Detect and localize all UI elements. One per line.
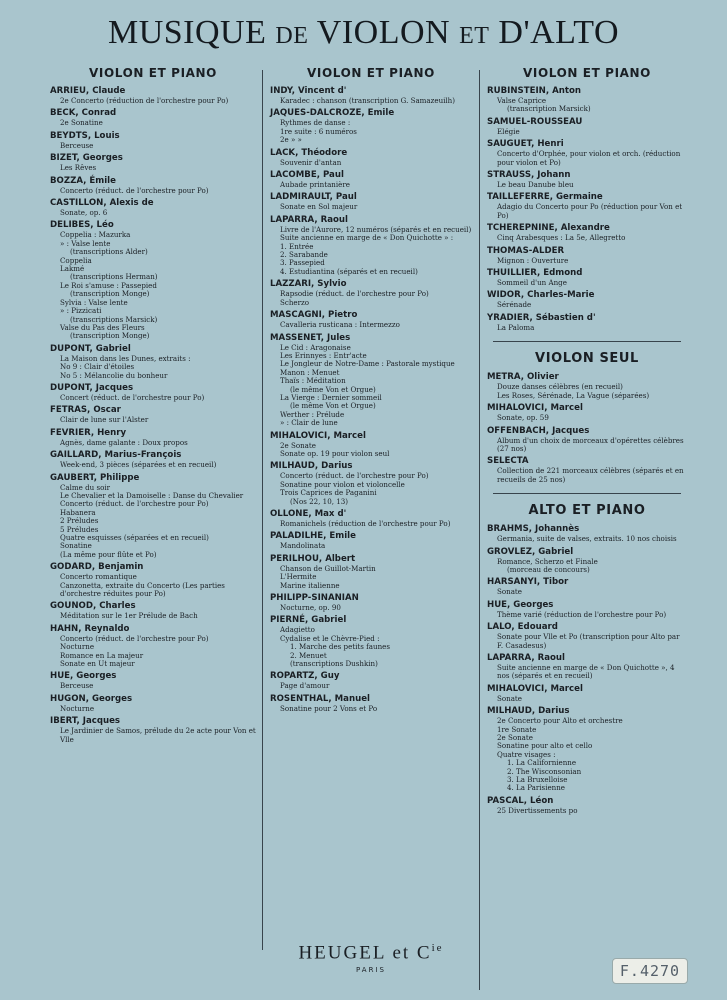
work-title: Sonatine [60, 541, 92, 551]
work-title: Trois Caprices de Paganini [280, 488, 377, 498]
work-note: 1. Marche des petits faunes [290, 642, 390, 652]
composer-name: SAMUEL-ROUSSEAU [487, 116, 583, 127]
work-title: Concerto (réduct. de l'orchestre pour Po) [60, 185, 209, 195]
work-title: Week-end, 3 pièces (séparées et en recueil) [60, 460, 217, 470]
composer-name: PASCAL, Léon [487, 795, 554, 806]
work-title: Sonatine pour 2 Vons et Po [280, 703, 378, 713]
work-title: Sonate op. 19 pour violon seul [280, 448, 390, 458]
composer-name: ARRIEU, Claude [50, 86, 126, 96]
catalog-stamp: F.4270 [612, 958, 688, 984]
work-title: Clair de lune sur l'Alster [60, 415, 149, 425]
composer-name: GOUNOD, Charles [50, 601, 136, 612]
composer-name: DUPONT, Gabriel [50, 343, 131, 354]
work-title: » : Valse lente [60, 238, 111, 248]
work-title: Werther : Prélude [280, 409, 345, 419]
composer-name: DELIBES, Léo [50, 220, 114, 231]
section-heading: VIOLON ET PIANO [307, 66, 435, 80]
composer-name: MILHAUD, Darius [270, 461, 353, 472]
composer-name: TAILLEFERRE, Germaine [487, 192, 603, 203]
section-heading: VIOLON SEUL [535, 351, 639, 367]
composer-name: LAPARRA, Raoul [270, 214, 348, 225]
composer-name: THUILLIER, Edmond [487, 268, 583, 279]
work-title: Page d'amour [280, 681, 330, 691]
column-violon-piano-2 [270, 66, 472, 713]
work-title: Méditation sur le 1er Prélude de Bach [60, 611, 198, 621]
work-title: Canzonetta, extraite du Concerto (Les parties d'orchestre réduites pour Po) [60, 580, 225, 599]
composer-name: MASSENET, Jules [270, 332, 351, 343]
work-title: Cydalise et le Chèvre-Pied : [280, 633, 380, 643]
work-note: (transcriptions Herman) [70, 272, 158, 282]
work-title: Thème varié (réduction de l'orchestre pour Po) [497, 609, 667, 619]
composer-name: PALADILHE, Emile [270, 531, 356, 542]
work-title: Sonatine pour alto et cello [497, 741, 593, 751]
work-title: Aubade printanière [280, 180, 350, 190]
work-title: Coppelia : Mazurka [60, 230, 131, 240]
composer-name: LAPARRA, Raoul [487, 652, 565, 663]
work-title: Les Rêves [60, 163, 97, 173]
work-title: Nocturne [60, 703, 95, 713]
composer-name: LACOMBE, Paul [270, 170, 344, 181]
composer-name: MIHALOVICI, Marcel [487, 403, 583, 414]
work-title: Romance, Scherzo et Finale [497, 556, 598, 566]
work-title: L'Hermite [280, 572, 317, 582]
composer-name: CASTILLON, Alexis de [50, 198, 154, 209]
work-note: (transcription Monge) [70, 289, 150, 299]
work-title: Sommeil d'un Ange [497, 278, 567, 288]
work-note: (le même Von et Orgue) [290, 384, 376, 394]
work-title: Cavalleria rusticana : Intermezzo [280, 320, 400, 330]
work-title: 2e Sonatine [60, 118, 103, 128]
work-title: Romance en La majeur [60, 650, 144, 660]
composer-name: TCHEREPNINE, Alexandre [487, 223, 610, 234]
work-note: 2. Menuet [290, 650, 327, 660]
work-title: Souvenir d'antan [280, 157, 342, 167]
work-title: Concerto (réduct. de l'orchestre pour Po) [280, 471, 429, 481]
composer-name: MASCAGNI, Pietro [270, 310, 358, 321]
composer-name: BRAHMS, Johannès [487, 524, 580, 535]
work-title: Le Jongleur de Notre-Dame : Pastorale mystique [280, 359, 455, 369]
work-title: Rythmes de danse : [280, 118, 351, 128]
work-title: Elégie [497, 126, 520, 136]
work-title: Sonate pour Vlle et Po (transcription pour Alto par F. Casadesus) [497, 632, 680, 650]
work-title: 2. Sarabande [280, 250, 328, 260]
composer-name: WIDOR, Charles-Marie [487, 290, 595, 301]
composer-name: METRA, Olivier [487, 372, 559, 383]
publisher-brand: HEUGEL et C [298, 942, 432, 964]
work-note: 3. La Bruxelloise [507, 775, 568, 785]
composer-name: JAQUES-DALCROZE, Emile [270, 108, 395, 119]
work-title: Les Roses, Sérénade, La Vague (séparées) [497, 390, 650, 400]
work-title: Sonatine pour violon et violoncelle [280, 479, 405, 489]
composer-name: THOMAS-ALDER [487, 245, 565, 256]
work-note: (transcriptions Dushkin) [290, 659, 378, 669]
work-title: Rapsodie (réduct. de l'orchestre pour Po) [280, 289, 429, 299]
publisher-city: PARIS [356, 966, 386, 975]
column-violon-piano-1 [50, 66, 256, 744]
composer-name: BECK, Conrad [50, 108, 117, 119]
composer-name: MILHAUD, Darius [487, 706, 570, 717]
composer-name: BOZZA, Émile [50, 175, 116, 186]
work-title: Agnès, dame galante : Doux propos [60, 437, 188, 447]
composer-name: LAZZARI, Sylvio [270, 279, 347, 290]
composer-name: PHILIPP-SINANIAN [270, 593, 359, 604]
work-title: Marine italienne [280, 580, 340, 590]
work-title: Germania, suite de valses, extraits. 10 nos choisis [497, 534, 677, 544]
work-note: (transcriptions Marsick) [70, 314, 158, 324]
composer-name: IBERT, Jacques [50, 716, 121, 727]
composer-name: GAUBERT, Philippe [50, 472, 140, 483]
work-title: Suite ancienne en marge de « Don Quichotte » : [280, 233, 454, 243]
work-title: Coppelia [60, 255, 92, 265]
work-title: Scherzo [280, 297, 309, 307]
work-title: Livre de l'Aurore, 12 numéros (séparés et en recueil) [280, 224, 472, 234]
work-title: Adagio du Concerto pour Po (réduction pour Von et Po) [497, 202, 683, 220]
work-title: Valse du Pas des Fleurs [60, 322, 145, 332]
work-title: Sonate [497, 587, 522, 597]
work-title: Calme du soir [60, 482, 111, 492]
composer-name: ROSENTHAL, Manuel [270, 693, 370, 704]
work-title: Berceuse [60, 140, 94, 150]
work-title: Concerto d'Orphée, pour violon et orch. (réduction pour violon et Po) [497, 149, 681, 167]
work-title: Sonate, op. 59 [497, 413, 549, 423]
section-divider [493, 341, 681, 342]
work-title: 2e Sonate [280, 440, 316, 450]
work-title: Thaïs : Méditation [280, 376, 346, 386]
column-violon-piano-3 [487, 66, 687, 815]
composer-name: GROVLEZ, Gabriel [487, 546, 574, 557]
composer-name: PIERNÉ, Gabriel [270, 615, 347, 626]
composer-name: HARSANYI, Tibor [487, 577, 569, 588]
work-note: 4. La Parisienne [507, 783, 566, 793]
work-title: 3. Passepied [280, 258, 325, 268]
composer-name: SAUGUET, Henri [487, 139, 564, 150]
work-title: Album d'un choix de morceaux d'opérettes célèbres (27 nos) [497, 435, 684, 453]
work-title: 1re suite : 6 numéros [280, 126, 357, 136]
composer-name: GAILLARD, Marius-François [50, 450, 182, 461]
work-title: Cinq Arabesques : La 5e, Allegretto [497, 233, 626, 243]
work-title: Sonate, op. 6 [60, 208, 108, 218]
work-title: Habanera [60, 507, 96, 517]
column-divider [262, 70, 263, 950]
work-title: Sonate en Ut majeur [60, 659, 135, 669]
work-note: 2. The Wisconsonian [507, 766, 582, 776]
composer-name: BEYDTS, Louis [50, 130, 120, 141]
page-title [0, 14, 727, 52]
work-title: Mandolinata [280, 541, 326, 551]
work-title: Sonate en Sol majeur [280, 202, 358, 212]
composer-name: GODARD, Benjamin [50, 562, 144, 573]
composer-name: LADMIRAULT, Paul [270, 192, 357, 203]
composer-name: BIZET, Georges [50, 153, 123, 164]
publisher-footer [270, 942, 472, 974]
composer-name: PERILHOU, Albert [270, 553, 356, 564]
work-title: 2e Sonate [497, 733, 533, 742]
work-title: 2e Concerto (réduction de l'orchestre pour Po) [60, 96, 229, 105]
work-title: No 5 : Mélancolie du bonheur [60, 370, 168, 380]
work-note: (transcription Marsick) [507, 104, 591, 114]
work-title: Manon : Menuet [280, 367, 340, 377]
publisher-name [270, 942, 472, 964]
work-title: Concerto (réduct. de l'orchestre pour Po) [60, 499, 209, 509]
work-title: Sonate [497, 693, 522, 703]
work-title: Le Chevalier et la Damoiselle : Danse du Chevalier [60, 490, 244, 500]
work-title: No 9 : Clair d'étoiles [60, 362, 135, 372]
work-title: 25 Divertissements po [497, 805, 578, 815]
work-title: Concerto (réduct. de l'orchestre pour Po) [60, 633, 209, 643]
work-title: Adagietto [280, 625, 315, 635]
work-title: Sérénade [497, 300, 532, 310]
work-title: Quatre visages : [497, 749, 556, 759]
work-title: Nocturne [60, 642, 95, 652]
section-heading: VIOLON ET PIANO [523, 66, 651, 80]
title-word: D'ALTO [498, 14, 620, 51]
composer-name: MIHALOVICI, Marcel [487, 683, 583, 694]
work-note: (morceau de concours) [507, 564, 590, 574]
work-title: » : Clair de lune [280, 418, 338, 428]
work-note: (le même Von et Orgue) [290, 401, 376, 411]
composer-name: FETRAS, Oscar [50, 405, 121, 416]
work-title: 2e Concerto pour Alto et orchestre [497, 716, 623, 726]
title-word: MUSIQUE [107, 14, 267, 51]
section-heading: ALTO ET PIANO [528, 503, 646, 519]
work-note: (transcription Monge) [70, 331, 150, 341]
work-title: Karadec : chanson (transcription G. Samazeuilh) [280, 96, 456, 105]
composer-name: LALO, Edouard [487, 622, 558, 633]
work-title: Nocturne, op. 90 [280, 603, 341, 613]
work-title: Douze danses célèbres (en recueil) [497, 382, 623, 392]
work-title: La Paloma [497, 322, 535, 332]
publisher-brand-sup: ie [431, 942, 444, 954]
composer-name: STRAUSS, Johann [487, 170, 571, 181]
work-title: Quatre esquisses (séparées et en recueil) [60, 533, 209, 542]
composer-name: OFFENBACH, Jacques [487, 425, 590, 436]
work-title: Collection de 221 morceaux célèbres (séparés et en recueils de 25 nos) [497, 466, 684, 484]
composer-name: HUE, Georges [50, 671, 117, 682]
composer-name: LACK, Théodore [270, 147, 348, 158]
work-title: La Vierge : Dernier sommeil [280, 392, 382, 402]
work-note: 1. La Californienne [507, 758, 577, 768]
work-title: La Maison dans les Dunes, extraits : [60, 353, 191, 363]
work-note: (transcriptions Alder) [70, 247, 148, 257]
work-title: Romanichels (réduction de l'orchestre pour Po) [280, 519, 451, 528]
composer-name: HAHN, Reynaldo [50, 623, 130, 634]
composer-name: YRADIER, Sébastien d' [487, 312, 596, 323]
work-title: Mignon : Ouverture [497, 255, 569, 265]
composer-name: HUE, Georges [487, 599, 554, 610]
title-word: VIOLON [316, 14, 451, 51]
work-title: Le Roi s'amuse : Passepied [60, 280, 157, 290]
section-heading: VIOLON ET PIANO [89, 66, 217, 80]
work-title: Le beau Danube bleu [497, 180, 574, 190]
work-title: Le Jardinier de Samos, prélude du 2e acte pour Von et Vlle [60, 726, 256, 744]
work-title: Chanson de Guillot-Martin [280, 563, 376, 573]
work-title: 5 Préludes [60, 524, 99, 534]
composer-name: RUBINSTEIN, Anton [487, 86, 582, 96]
title-word: DE [275, 23, 309, 49]
composer-name: FEVRIER, Henry [50, 427, 127, 438]
work-title: Sylvia : Valse lente [60, 297, 128, 307]
composer-name: MIHALOVICI, Marcel [270, 430, 366, 441]
work-title: (La même pour flûte et Po) [60, 549, 157, 559]
work-title: 1. Entrée [280, 241, 314, 251]
work-title: Valse Caprice [497, 96, 547, 105]
work-title: Berceuse [60, 681, 94, 691]
work-title: Le Cid : Aragonaise [280, 342, 351, 352]
title-word: ET [459, 23, 490, 49]
work-title: Lakmé [60, 264, 85, 274]
work-title: Concerto romantique [60, 572, 137, 582]
composer-name: ROPARTZ, Guy [270, 671, 340, 682]
work-title: » : Pizzicati [60, 306, 102, 316]
work-title: Les Erinnyes : Entr'acte [280, 350, 367, 360]
work-title: 1re Sonate [497, 724, 537, 734]
section-divider [493, 493, 681, 494]
work-note: (Nos 22, 10, 13) [290, 496, 349, 506]
work-title: Suite ancienne en marge de « Don Quichotte », 4 nos (séparés et en recueil) [497, 662, 675, 681]
composer-name: HUGON, Georges [50, 693, 133, 704]
composer-name: DUPONT, Jacques [50, 382, 134, 393]
work-title: 2e » » [280, 135, 302, 145]
composer-name: INDY, Vincent d' [270, 86, 347, 96]
work-title: 2 Préludes [60, 516, 99, 526]
work-title: Concert (réduct. de l'orchestre pour Po) [60, 392, 205, 402]
column-divider [479, 70, 480, 990]
work-title: 4. Estudiantina (séparés et en recueil) [280, 266, 418, 276]
composer-name: SELECTA [487, 456, 529, 467]
composer-name: OLLONE, Max d' [270, 509, 347, 519]
